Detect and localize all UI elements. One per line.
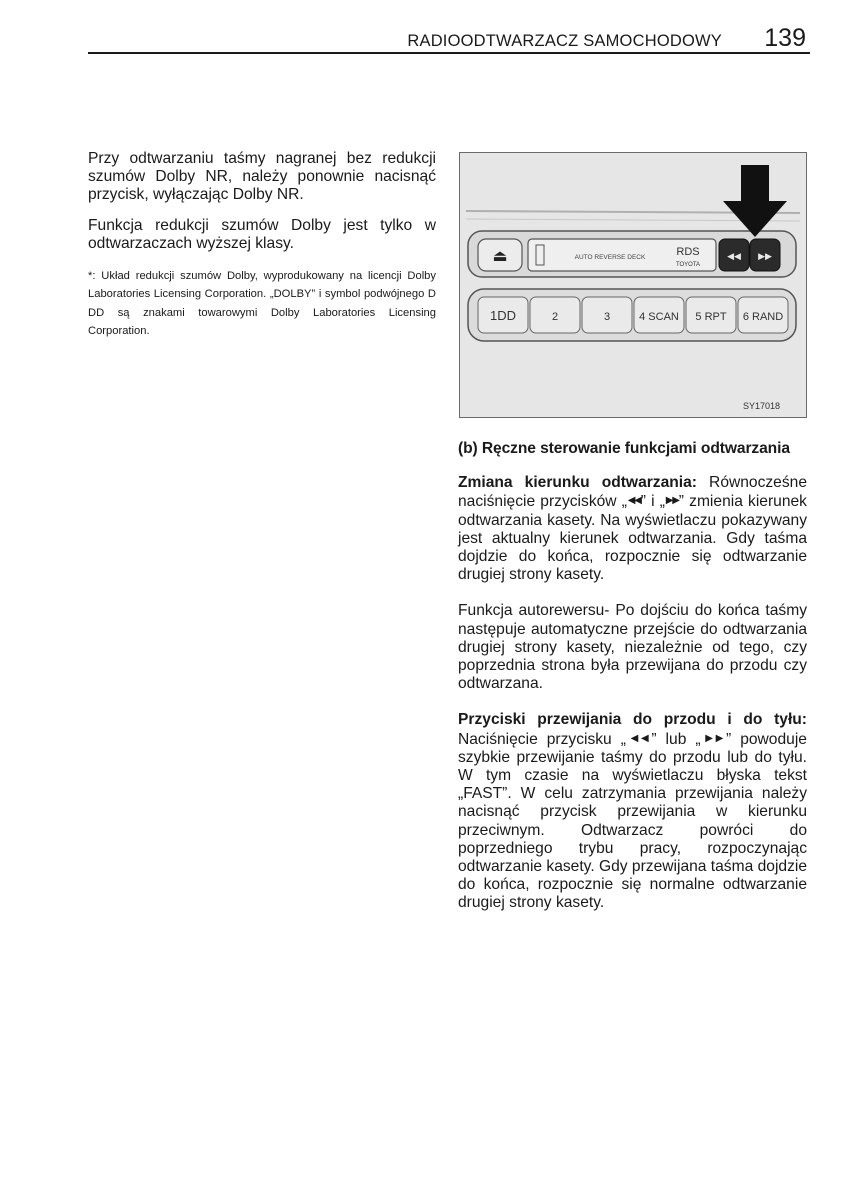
header-rule: [88, 52, 810, 54]
preset-label-4: 4 SCAN: [639, 311, 679, 323]
autoreverse-paragraph: Funkcja autorewersu- Po dojściu do końca taśmy następuje automatyczne przejście do odtwarzania drugiej strony kasety, niezależnie od tego, czy poprzednia strona była przewijana do przodu czy odtwarzana.: [458, 602, 807, 693]
direction-change-paragraph: [458, 474, 807, 584]
footnote-tail: są znakami towarowymi Dolby Laboratories Licensing Corporation.: [88, 306, 436, 337]
deck-label: AUTO REVERSE DECK: [574, 254, 646, 261]
rewind-glyph-2: ◀◀: [625, 732, 652, 744]
illustration-code: SY17018: [742, 401, 780, 411]
direction-text-a: Równocześne naciśnięcie przycisków „: [458, 474, 807, 511]
left-column: [88, 150, 436, 340]
preset-label-3: 3: [603, 311, 611, 323]
footnote-text: *: Układ redukcji szumów Dolby, wyprodukowany na licencji Dolby Laboratories Licensing Corporation. „DOLBY” i symbol podwójnego D: [88, 270, 436, 301]
dolby-off-paragraph: Przy odtwarzaniu taśmy nagranej bez redukcji szumów Dolby NR, należy ponownie nacisnąć przycisk, wyłączając Dolby NR.: [88, 150, 436, 203]
radio-panel-drawing: [460, 153, 806, 417]
section-subheading: (b) Ręczne sterowanie funkcjami odtwarzania: [458, 440, 790, 457]
direction-change-title: Zmiana kierunku odtwarzania:: [458, 474, 697, 492]
winding-text-b: ” lub „: [651, 730, 701, 748]
fast-forward-glyph-2: ▶▶: [700, 732, 726, 744]
winding-paragraph: [458, 711, 807, 912]
winding-text-c: ” powoduje szybkie przewijanie taśmy do przodu lub do tyłu. W tym czasie na wyświetlaczu błyska tekst „FAST”. W celu zatrzymania przewijania należy nacisnąć przycisk przewijania w kierunku przeciwnym. Odtwarzacz powróci do poprzedniego trybu pracy, rozpoczynając odtwarzanie kasety. Gdy przewijana taśma dojdzie do końca, rozpocznie się normalne odtwarzanie drugiej strony kasety.: [458, 730, 808, 912]
dolby-footnote: [88, 267, 436, 340]
arrow-shaft: [741, 165, 769, 203]
page-header: [88, 26, 810, 52]
page-number: 139: [764, 24, 806, 52]
preset-label-6: 6 RAND: [742, 311, 784, 323]
brand-label: TOYOTA: [675, 262, 701, 268]
dolby-dd-symbol: DD: [88, 306, 105, 319]
winding-title: Przyciski przewijania do przodu i do tyłu:: [458, 711, 807, 729]
preset-label-1: 1DD: [489, 308, 517, 323]
fast-forward-glyph: ▶▶: [664, 495, 679, 507]
fast-forward-icon: ▶▶: [758, 252, 772, 262]
rds-label: RDS: [676, 246, 700, 258]
rewind-icon: ◀◀: [727, 252, 741, 262]
right-column: [458, 440, 807, 913]
direction-text-b: ” i „: [640, 493, 665, 511]
preset-label-2: 2: [551, 311, 559, 323]
direction-text-c: ” zmienia kierunek odtwarzania kasety. Na wyświetlaczu pokazywany jest aktualny kierunek odtwarzania. Gdy taśma dojdzie do końca, rozpocznie się odtwarzanie drugiej strony kasety.: [458, 493, 807, 584]
preset-label-5: 5 RPT: [695, 311, 727, 323]
rewind-glyph: ◀◀: [626, 495, 641, 507]
eject-icon: ⏏: [492, 246, 508, 265]
running-title: RADIOODTWARZACZ SAMOCHODOWY: [407, 32, 722, 50]
dolby-availability-paragraph: Funkcja redukcji szumów Dolby jest tylko w odtwarzaczach wyższej klasy.: [88, 217, 436, 252]
radio-illustration: [459, 152, 807, 418]
winding-text-a: Naciśnięcie przycisku „: [458, 730, 626, 748]
